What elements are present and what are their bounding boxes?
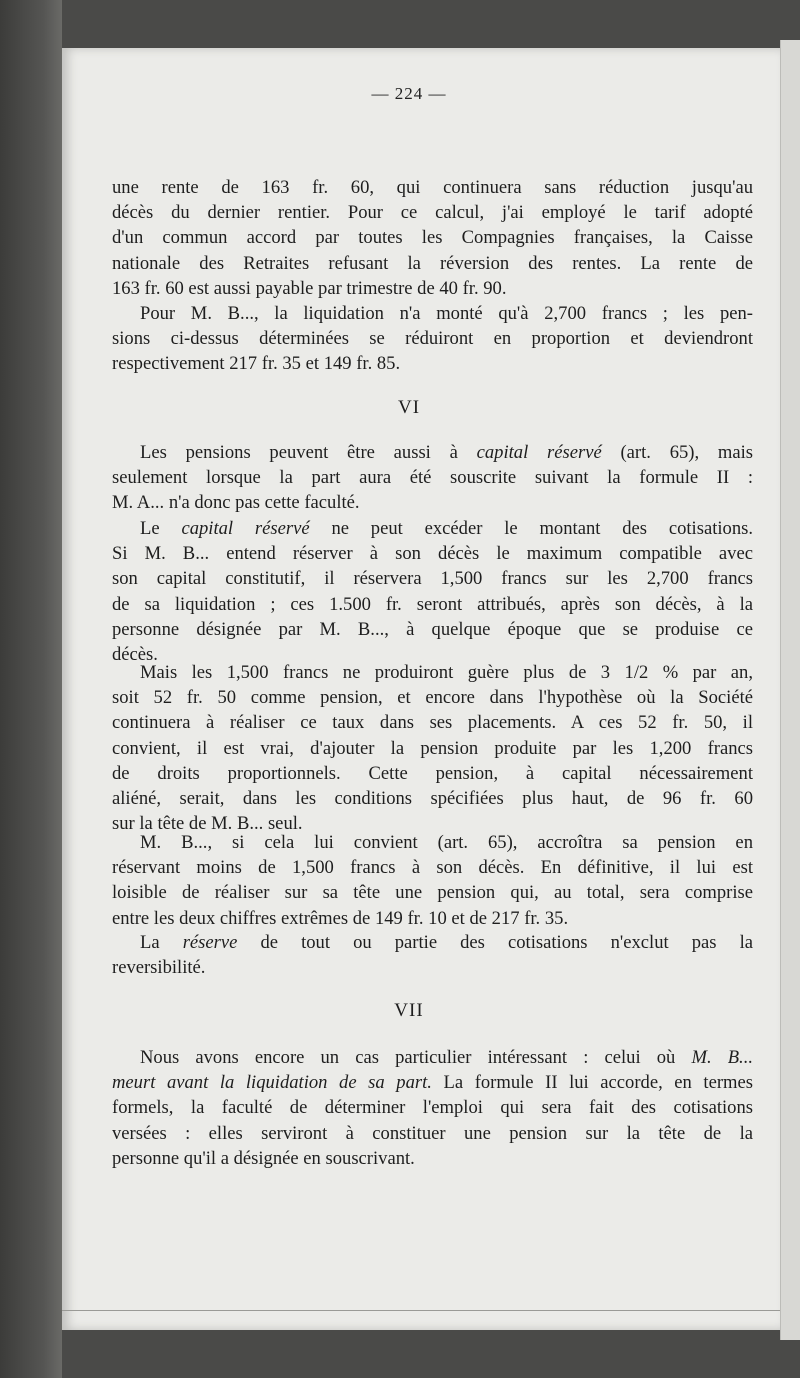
section-heading-vi: VI bbox=[397, 397, 421, 418]
text-line: son capital constitutif, il réservera 1,500 francs sur les 2,700 francs bbox=[112, 568, 753, 590]
text-line: Mais les 1,500 francs ne produiront guère plus de 3 1/2 % par an, bbox=[140, 662, 753, 683]
text-line: seulement lorsque la part aura été souscrite suivant la formule II : bbox=[112, 467, 753, 489]
paragraph-rente bbox=[112, 175, 753, 301]
paragraph-cas-particulier bbox=[112, 1045, 753, 1171]
text-line: sur la tête de M. B... seul. bbox=[112, 813, 303, 835]
text-line: une rente de 163 fr. 60, qui continuera sans réduction jusqu'au bbox=[112, 177, 753, 198]
text-line: meurt avant la liquidation de sa part. La formule II lui accorde, en termes bbox=[112, 1072, 753, 1094]
paragraph-capital-reserve bbox=[112, 440, 753, 516]
text-line: aliéné, serait, dans les conditions spécifiées plus haut, de 96 fr. 60 bbox=[112, 788, 753, 810]
text-line: d'un commun accord par toutes les Compagnies françaises, la Caisse bbox=[112, 227, 753, 249]
paragraph-maximum bbox=[112, 516, 753, 667]
italic-phrase: réserve bbox=[182, 932, 238, 953]
text-line: respectivement 217 fr. 35 et 149 fr. 85. bbox=[112, 353, 401, 375]
text-line: M. A... n'a donc pas cette faculté. bbox=[112, 492, 360, 514]
page-number: — 224 — bbox=[371, 84, 447, 103]
text-line: réservant moins de 1,500 francs à son décès. En définitive, il lui est bbox=[112, 857, 753, 879]
text-line: de sa liquidation ; ces 1.500 fr. seront attribués, après son décès, à la bbox=[112, 593, 753, 615]
text-line: M. B..., si cela lui convient (art. 65), accroîtra sa pension en bbox=[140, 832, 753, 853]
text-line: continuera à réaliser ce taux dans ses placements. A ces 52 fr. 50, il bbox=[112, 712, 753, 734]
text-line: personne désignée par M. B..., à quelque époque que se produise ce bbox=[112, 618, 753, 640]
text-line: nationale des Retraites refusant la réversion des rentes. La rente de bbox=[112, 252, 753, 274]
next-page-edge bbox=[780, 40, 800, 1340]
text-line: entre les deux chiffres extrêmes de 149 fr. 10 et de 217 fr. 35. bbox=[112, 907, 569, 929]
paragraph-taux bbox=[112, 660, 753, 836]
text-line: Nous avons encore un cas particulier intéressant : celui où M. B... bbox=[140, 1047, 754, 1068]
text-line: formels, la faculté de déterminer l'emploi qui sera fait des cotisations bbox=[112, 1097, 753, 1119]
text-line: décès. bbox=[112, 644, 158, 666]
section-heading-vii: VII bbox=[394, 1000, 424, 1021]
text-line: reversibilité. bbox=[112, 957, 206, 979]
text-line: Si M. B... entend réserver à son décès le maximum compatible avec bbox=[112, 543, 753, 565]
text-line: La réserve de tout ou partie des cotisations n'exclut pas la bbox=[140, 932, 753, 953]
text-line: de droits proportionnels. Cette pension, à capital nécessairement bbox=[112, 762, 753, 784]
italic-phrase: capital réservé bbox=[476, 442, 602, 463]
page-bottom-edge bbox=[62, 1310, 780, 1311]
text-line: Pour M. B..., la liquidation n'a monté qu'à 2,700 francs ; les pen- bbox=[140, 303, 753, 324]
text-line: personne qu'il a désignée en souscrivant. bbox=[112, 1147, 415, 1169]
text-line: convient, il est vrai, d'ajouter la pension produite par les 1,200 francs bbox=[112, 737, 753, 759]
text-line: sions ci-dessus déterminées se réduiront en proportion et deviendront bbox=[112, 328, 753, 350]
italic-phrase: capital réservé bbox=[181, 518, 310, 539]
paragraph-reversibilite bbox=[112, 930, 753, 980]
italic-phrase-start: M. B... bbox=[691, 1047, 754, 1068]
italic-phrase-end: meurt avant la liquidation de sa part. bbox=[112, 1072, 432, 1094]
text-line: Le capital réservé ne peut excéder le montant des cotisations. bbox=[140, 518, 754, 539]
text-line: soit 52 fr. 50 comme pension, et encore dans l'hypothèse où la Société bbox=[112, 687, 753, 709]
text-line: décès du dernier rentier. Pour ce calcul, j'ai employé le tarif adopté bbox=[112, 202, 753, 224]
paragraph-liquidation bbox=[112, 301, 753, 377]
paragraph-definitive bbox=[112, 830, 753, 931]
text-line: loisible de réaliser sur sa tête une pension qui, au total, sera comprise bbox=[112, 882, 753, 904]
scan-left-margin bbox=[0, 0, 62, 1378]
text-line: Les pensions peuvent être aussi à capital réservé (art. 65), mais bbox=[140, 442, 753, 463]
text-line: versées : elles serviront à constituer une pension sur la tête de la bbox=[112, 1122, 753, 1144]
text-line: 163 fr. 60 est aussi payable par trimestre de 40 fr. 90. bbox=[112, 277, 507, 299]
